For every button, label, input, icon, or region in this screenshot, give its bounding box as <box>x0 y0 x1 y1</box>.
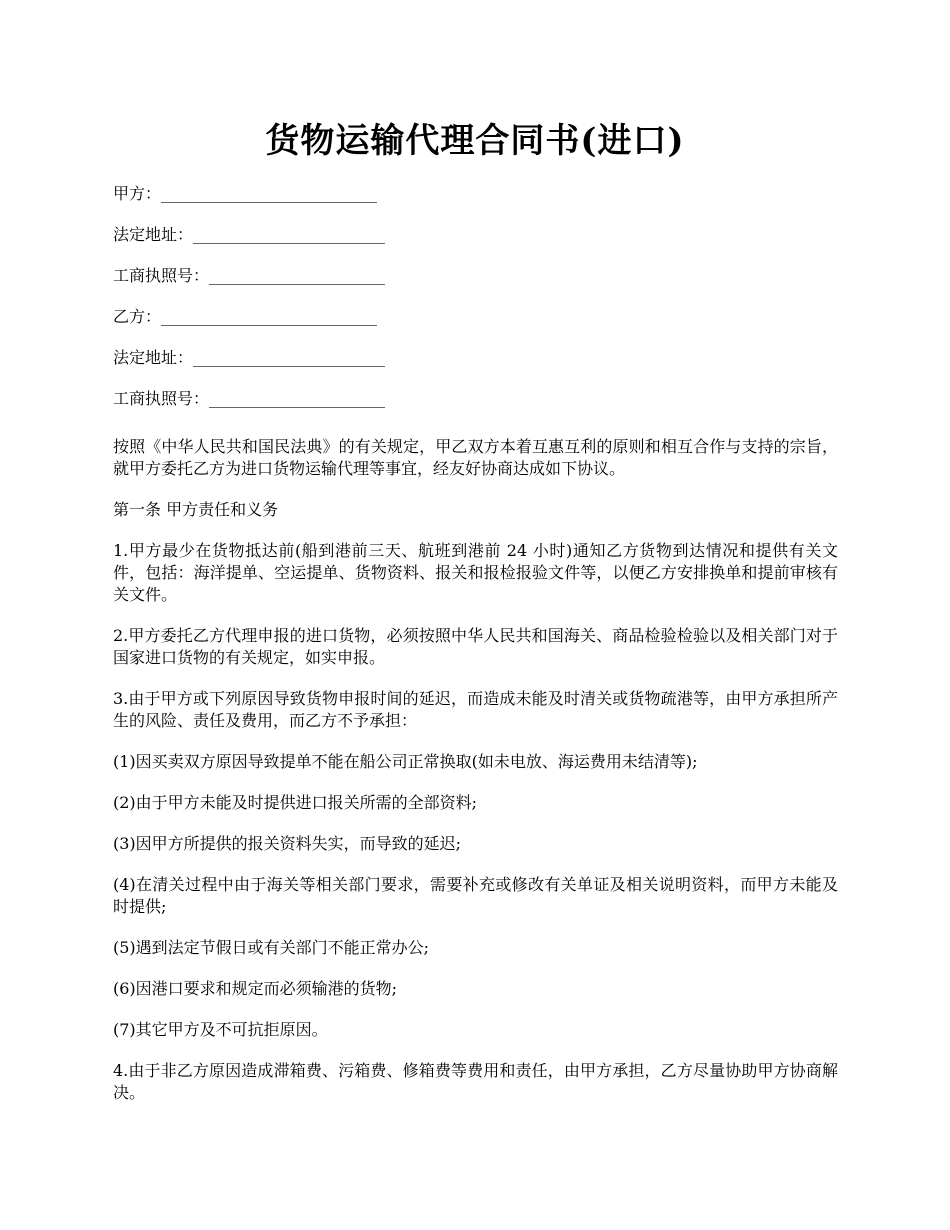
clause-3-item-7: (7)其它甲方及不可抗拒原因。 <box>113 1020 328 1039</box>
party-b-address-field: 法定地址：________________________ <box>113 348 386 367</box>
clause-3-item-5: (5)遇到法定节假日或有关部门不能正常办公; <box>113 938 430 957</box>
clause-3-item-6: (6)因港口要求和规定而必须输港的货物; <box>113 979 398 998</box>
clause-3: 3.由于甲方或下列原因导致货物申报时间的延迟，而造成未能及时清关或货物疏港等，由甲方承担所产生的风险、责任及费用，而乙方不予承担： <box>113 689 838 730</box>
document-body <box>113 182 838 1123</box>
clause-3-item-4: (4)在清关过程中由于海关等相关部门要求，需要补充或修改有关单证及相关说明资料，而甲方未能及时提供; <box>113 875 838 916</box>
clause-3-item-3: (3)因甲方所提供的报关资料失实，而导致的延迟; <box>113 834 462 853</box>
clause-3-item-1: (1)因买卖双方原因导致提单不能在船公司正常换取(如未电放、海运费用未结清等); <box>113 752 698 771</box>
party-b-license-field: 工商执照号：______________________ <box>113 389 386 408</box>
party-a-address-field: 法定地址：________________________ <box>113 225 386 244</box>
party-a-license-field: 工商执照号：______________________ <box>113 266 386 285</box>
clause-4: 4.由于非乙方原因造成滞箱费、污箱费、修箱费等费用和责任，由甲方承担，乙方尽量协助甲方协商解决。 <box>113 1061 838 1102</box>
document-title: 货物运输代理合同书(进口) <box>265 121 685 161</box>
article-1-heading: 第一条 甲方责任和义务 <box>113 500 279 519</box>
clause-1: 1.甲方最少在货物抵达前(船到港前三天、航班到港前 24 小时)通知乙方货物到达情况和提供有关文件，包括：海洋提单、空运提单、货物资料、报关和报检报验文件等，以便乙方安排换单和提前审核有关文件。 <box>113 541 838 604</box>
clause-3-item-2: (2)由于甲方未能及时提供进口报关所需的全部资料; <box>113 793 478 812</box>
party-b-field: 乙方：___________________________ <box>113 307 378 326</box>
preamble-paragraph: 按照《中华人民共和国民法典》的有关规定，甲乙双方本着互惠互利的原则和相互合作与支持的宗旨，就甲方委托乙方为进口货物运输代理等事宜，经友好协商达成如下协议。 <box>113 437 838 478</box>
party-a-field: 甲方：___________________________ <box>113 184 378 203</box>
clause-2: 2.甲方委托乙方代理申报的进口货物，必须按照中华人民共和国海关、商品检验检验以及相关部门对于国家进口货物的有关规定，如实申报。 <box>113 626 838 667</box>
